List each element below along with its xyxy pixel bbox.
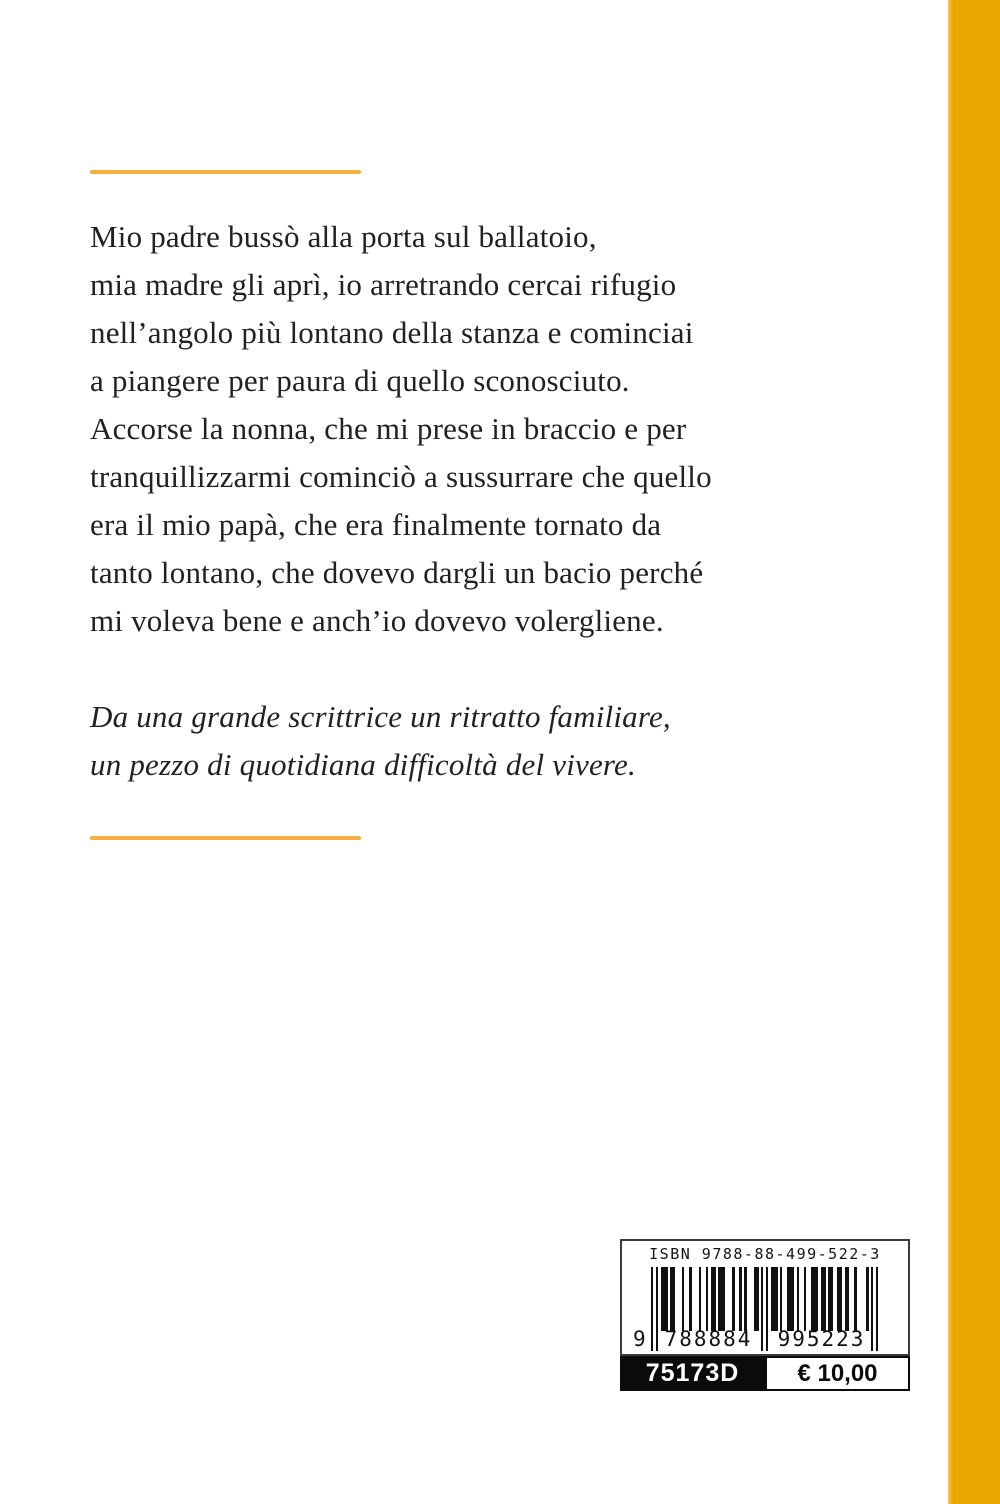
barcode-digit-group2: 995223 [777, 1327, 866, 1351]
blurb-line: Mio padre bussò alla porta sul ballatoio, [90, 219, 597, 254]
barcode-panel [620, 1239, 910, 1391]
tagline-line: un pezzo di quotidiana difficoltà del vivere. [90, 747, 636, 782]
blurb-line: mia madre gli aprì, io arretrando cercai rifugio [90, 267, 677, 302]
barcode-digits [633, 1327, 879, 1353]
ean-barcode [633, 1267, 879, 1355]
blurb-line: era il mio papà, che era finalmente tornato da [90, 507, 662, 542]
blurb-text [90, 213, 880, 645]
barcode-digit-left: 9 [633, 1327, 646, 1351]
barcode-box [620, 1239, 910, 1356]
tagline-line: Da una grande scrittrice un ritratto familiare, [90, 699, 671, 734]
product-code-badge: 75173D [620, 1356, 765, 1391]
price-tag: € 10,00 [765, 1356, 910, 1391]
blurb-line: Accorse la nonna, che mi prese in braccio e per [90, 411, 687, 446]
blurb-line: mi voleva bene e anch’io dovevo volergliene. [90, 603, 664, 638]
isbn-label: ISBN 9788-88-499-522-3 [649, 1245, 881, 1263]
barcode-footer-row [620, 1356, 910, 1391]
blurb-line: a piangere per paura di quello sconosciuto. [90, 363, 630, 398]
barcode-digit-group1: 788884 [664, 1327, 753, 1351]
blurb-line: tranquillizzarmi cominciò a sussurrare che quello [90, 459, 712, 494]
accent-stripe [948, 0, 1000, 1504]
top-rule [90, 170, 361, 174]
blurb-line: nell’angolo più lontano della stanza e cominciai [90, 315, 694, 350]
bottom-rule [90, 836, 361, 840]
tagline-text [90, 693, 880, 789]
blurb-line: tanto lontano, che dovevo dargli un bacio perché [90, 555, 704, 590]
